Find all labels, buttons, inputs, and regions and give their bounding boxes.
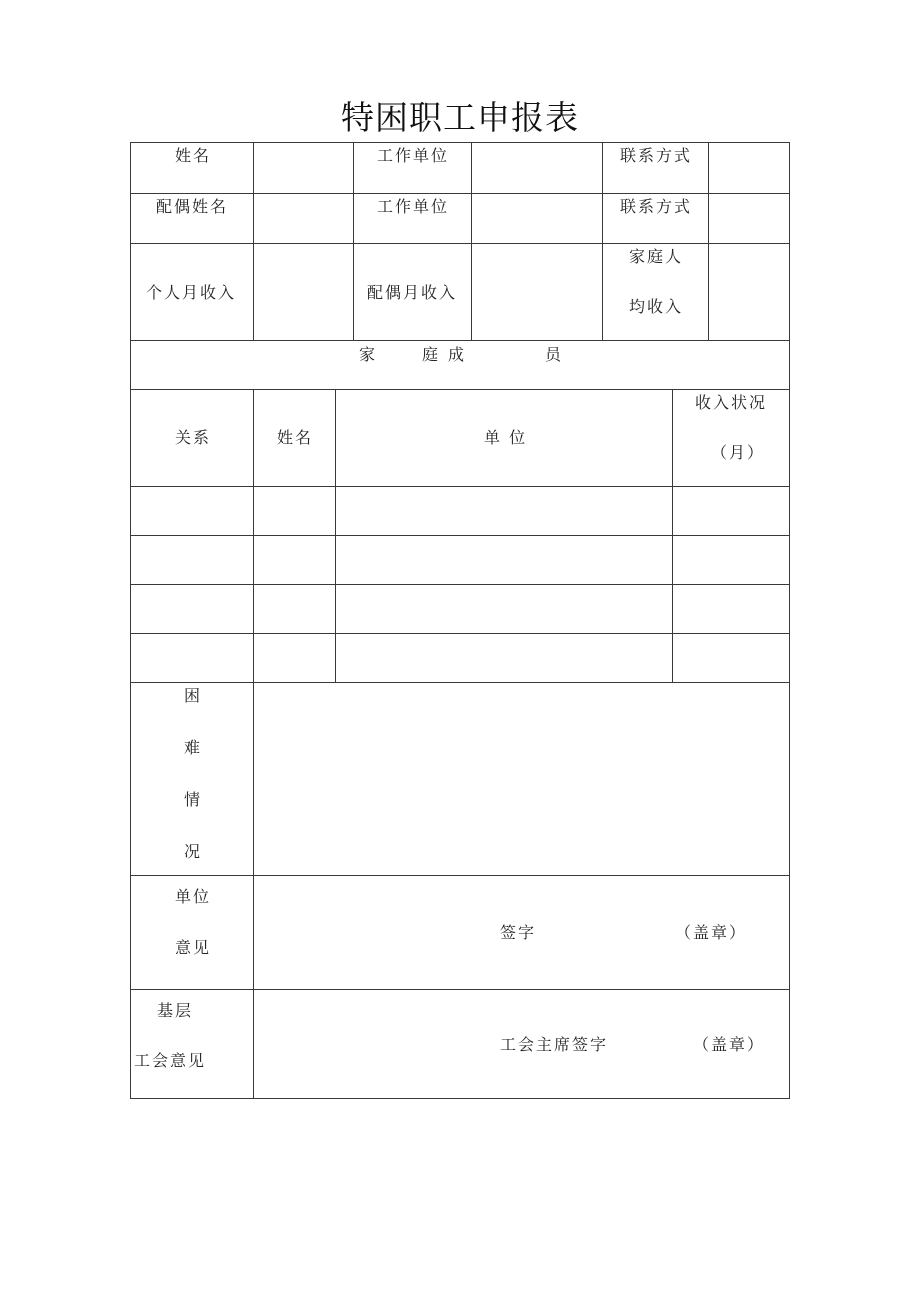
member-name-cell[interactable] <box>254 585 335 633</box>
hardship-label-char: 难 <box>184 738 203 757</box>
union-opinion-label-line1: 基层 <box>157 1001 194 1020</box>
row-divider <box>130 340 790 341</box>
member-income-cell[interactable] <box>673 487 789 535</box>
union-opinion-label-line2: 工会意见 <box>134 1051 207 1070</box>
relation-cell[interactable] <box>131 536 253 584</box>
table-border-right <box>789 142 790 1099</box>
spouse-name-field[interactable] <box>254 194 353 243</box>
member-income-cell[interactable] <box>673 634 789 682</box>
member-income-cell[interactable] <box>673 585 789 633</box>
hardship-label-char: 情 <box>184 790 203 809</box>
hardship-label-char: 况 <box>184 842 203 861</box>
relation-cell[interactable] <box>131 634 253 682</box>
row-divider <box>130 243 790 244</box>
row-divider <box>130 389 790 390</box>
relation-column-header: 关系 <box>175 428 212 447</box>
member-unit-cell[interactable] <box>336 634 672 682</box>
spouse-work-unit-field[interactable] <box>472 194 602 243</box>
col-divider <box>602 142 603 340</box>
household-avg-label-line1: 家庭人 <box>629 247 684 266</box>
family-row <box>131 585 789 633</box>
personal-income-label: 个人月收入 <box>146 283 237 302</box>
work-unit-field[interactable] <box>472 143 602 193</box>
family-header-char: 成 <box>448 345 467 364</box>
spouse-name-label: 配偶姓名 <box>156 197 229 216</box>
spouse-income-field[interactable] <box>472 244 602 340</box>
unit-opinion-label-line1: 单位 <box>175 887 212 906</box>
member-unit-cell[interactable] <box>336 487 672 535</box>
family-header-char: 庭 <box>422 345 441 364</box>
relation-cell[interactable] <box>131 487 253 535</box>
table-border-bottom <box>130 1098 790 1099</box>
personal-income-field[interactable] <box>254 244 353 340</box>
income-column-header-line2: （月） <box>711 443 766 462</box>
union-seal-label: （盖章） <box>693 1035 766 1054</box>
spouse-contact-label: 联系方式 <box>620 197 693 216</box>
form-title: 特困职工申报表 <box>341 98 579 137</box>
contact-field[interactable] <box>709 143 789 193</box>
family-row <box>131 634 789 682</box>
table-border-top <box>130 142 790 143</box>
spouse-income-label: 配偶月收入 <box>367 283 458 302</box>
row-divider <box>130 193 790 194</box>
hardship-description-field[interactable] <box>254 683 789 875</box>
contact-label: 联系方式 <box>620 146 693 165</box>
household-avg-field[interactable] <box>709 244 789 340</box>
spouse-work-unit-label: 工作单位 <box>377 197 450 216</box>
unit-opinion-label-line2: 意见 <box>175 938 212 957</box>
unit-column-header: 单 位 <box>484 428 528 447</box>
unit-signature-label: 签字 <box>500 923 537 942</box>
family-header-char: 家 <box>359 345 378 364</box>
family-row <box>131 487 789 535</box>
member-unit-cell[interactable] <box>336 585 672 633</box>
member-name-cell[interactable] <box>254 634 335 682</box>
col-divider <box>353 142 354 340</box>
family-header-char: 员 <box>545 345 564 364</box>
spouse-contact-field[interactable] <box>709 194 789 243</box>
name-field[interactable] <box>254 143 353 193</box>
member-income-cell[interactable] <box>673 536 789 584</box>
unit-seal-label: （盖章） <box>675 923 748 942</box>
relation-cell[interactable] <box>131 585 253 633</box>
income-column-header-line1: 收入状况 <box>695 393 768 412</box>
name-label: 姓名 <box>175 146 212 165</box>
union-chair-signature-label: 工会主席签字 <box>500 1035 609 1054</box>
household-avg-label-line2: 均收入 <box>629 297 684 316</box>
member-unit-cell[interactable] <box>336 536 672 584</box>
work-unit-label: 工作单位 <box>377 146 450 165</box>
member-name-column-header: 姓名 <box>277 428 314 447</box>
family-row <box>131 536 789 584</box>
member-name-cell[interactable] <box>254 536 335 584</box>
member-name-cell[interactable] <box>254 487 335 535</box>
hardship-label-char: 困 <box>184 686 203 705</box>
